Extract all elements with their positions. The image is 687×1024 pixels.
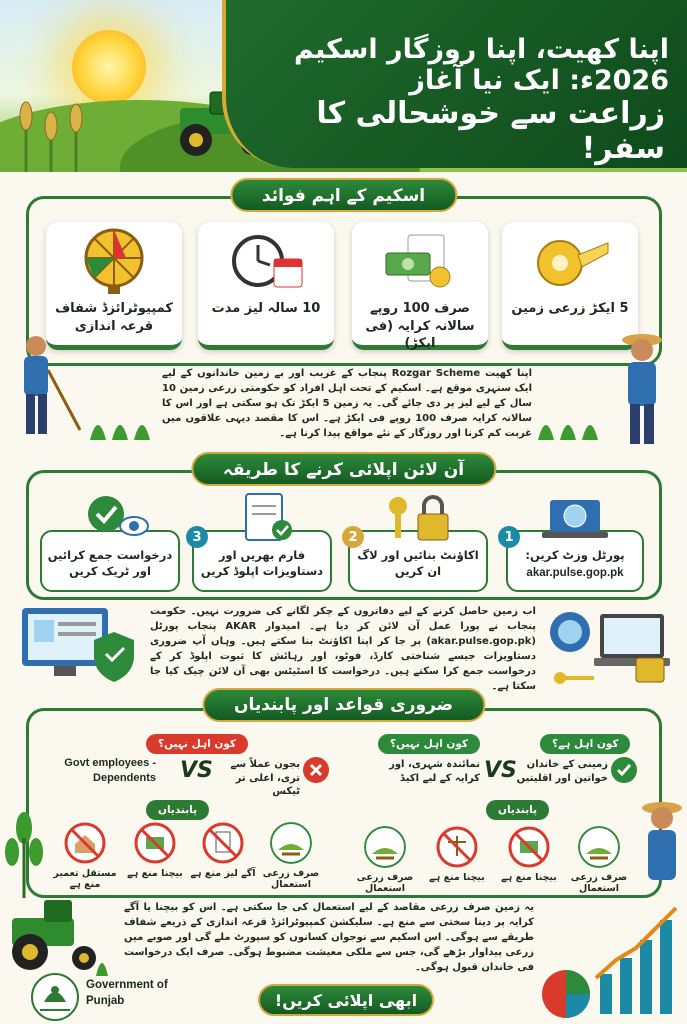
lottery-wheel-icon <box>74 226 154 296</box>
sun-icon <box>72 30 146 104</box>
form-check-icon <box>238 492 298 544</box>
benefit-card-rent <box>352 222 488 350</box>
step-label: درخواست جمع کرائیں اور ٹریک کریں <box>47 548 173 578</box>
wheat-icon <box>6 96 96 172</box>
eligible-text: زمینی کے خاندان خواتین اور اقلیتیں <box>516 759 608 784</box>
gov-line1: Government of <box>86 979 168 991</box>
farmer-standing-icon <box>532 330 687 450</box>
apply-description: اب زمین حاصل کرنے کے لیے دفاتروں کے چکر لگانے کی ضرورت نہیں۔ حکومت پنجاب نے پورا عمل آن لائن کر دیا ہے۔ امیدوار AKAR پنجاب پورٹل (akar.pulse.gop.pk) پر جا کر اپنا اکاؤنٹ بنا سکتے ہیں۔ وہاں آپ ضروری دستاویزات جیسے شناختی کارڈ، فوٹو، اور رہائش کا ثبوت اپلوڈ کر کے درخواست جمع کرا سکتے ہیں۔ درخواست کا اسٹیٹس بھی آن لائن چیک کیا جا سکتا ہے۔ <box>150 606 536 692</box>
hero-header <box>0 0 687 172</box>
rules-description: یہ زمین صرف زرعی مقاصد کے لیے استعمال کی جا سکتی ہے۔ اس کو بیچنا یا آگے کرایہ پر دینا سختی سے منع ہے۔ سلیکشن کمپیوٹرائزڈ قرعہ اندازی کے ذریعے شفاف طریقے سے ہوگی۔ اس اسکیم سے نوجوان کسانوں کو سپورٹ ملے گی اور صوبے میں زرعی پیداوار بڑھے گی، جس سے ملکی معیشت مضبوط ہوگی۔ صرف ایک درخواست فی خاندان قبول ہوگی۔ <box>124 902 534 973</box>
agriculture-only-icon <box>578 826 620 868</box>
restriction-label: صرف زرعی استعمال <box>262 868 320 890</box>
restriction-label: صرف زرعی استعمال <box>570 872 628 894</box>
vs-label: VS <box>484 758 517 783</box>
benefit-label: کمپیوٹرائزڈ شفاف قرعہ اندازی <box>55 301 173 334</box>
punjab-government-logo <box>30 972 80 1022</box>
title-panel <box>222 0 687 168</box>
eligible-pill: کون اہل ہے؟ <box>540 734 630 754</box>
govt-employees-text: Govt employees - Dependents <box>64 757 156 784</box>
restriction-label: مستقل تعمیر منع ہے <box>53 868 117 890</box>
agriculture-only-icon <box>270 822 312 864</box>
restriction-label: بیچنا منع ہے <box>501 872 557 883</box>
growth-chart-icon <box>540 894 687 1024</box>
not-eligible-pill: کون اہل نہیں؟ <box>378 734 480 754</box>
check-circle-icon <box>610 756 638 784</box>
plant-icon <box>0 808 48 898</box>
section-heading-benefits: اسکیم کے اہم فوائد <box>230 178 457 212</box>
step-number: 3 <box>186 526 208 548</box>
step-label: پورٹل وزٹ کریں: <box>525 548 625 562</box>
cross-circle-icon <box>302 756 330 784</box>
restriction-label: بیچنا منع ہے <box>127 868 183 879</box>
restriction-label: آگے لیز منع ہے <box>190 868 256 879</box>
laptop-globe-icon <box>540 496 610 546</box>
key-lock-icon <box>386 494 456 544</box>
no-sublease-icon <box>202 822 244 864</box>
farmer-smiling-icon <box>636 798 687 898</box>
benefit-label: 10 سالہ لیز مدت <box>211 301 321 316</box>
money-document-icon <box>380 231 460 291</box>
restrictions-pill-left: پابندیاں <box>146 800 209 820</box>
step-number: 1 <box>498 526 520 548</box>
ineligible-list: بجون عملاً سے تری، اعلی تر ٹیکس <box>230 759 300 797</box>
step-label: فارم بھریں اور دستاویزات اپلوڈ کریں <box>200 548 324 578</box>
step-label: اکاؤنٹ بنائیں اور لاگ ان کریں <box>357 548 479 578</box>
benefits-description: اپنا کھیت Rozgar Scheme پنجاب کے غریب اور بے زمین خاندانوں کے لیے ایک سنہری موقع ہے۔ اسکیم کے تحت اہل افراد کو حکومتی زرعی زمین 10 سال کے لیے لیز پر دی جائے گی۔ یہ زمین 5 ایکڑ تک ہو سکتی ہے اور اس کا سالانہ کرایہ صرف 100 روپے فی ایکڑ ہے۔ اس کا مقصد دیہی علاقوں میں غربت کم کرنا اور روزگار کے نئے مواقع پیدا کرنا ہے۔ <box>162 368 533 439</box>
clock-calendar-icon <box>226 231 306 291</box>
benefit-card-lease <box>198 222 334 350</box>
gov-line2: Punjab <box>86 994 125 1007</box>
step-number: 2 <box>342 526 364 548</box>
apply-now-button[interactable]: ابھی اپلائی کریں! <box>258 984 434 1016</box>
check-eye-icon <box>82 492 152 542</box>
no-construction-icon <box>64 822 106 864</box>
portal-url-link[interactable]: akar.pulse.gop.pk <box>526 567 624 579</box>
farmer-digging-icon <box>0 330 160 450</box>
no-trade-icon <box>436 826 478 868</box>
not-eligible-pill-left: کون اہل نہیں؟ <box>146 734 248 754</box>
benefit-label: 5 ایکڑ زرعی زمین <box>511 301 629 316</box>
no-selling-icon <box>508 826 550 868</box>
measuring-tape-icon <box>530 233 610 289</box>
section-heading-rules: ضروری قواعد اور پابندیاں <box>202 688 485 722</box>
agriculture-only-icon <box>364 826 406 868</box>
monitor-shield-icon <box>14 602 144 688</box>
government-label <box>86 978 168 1009</box>
laptop-security-icon <box>540 600 680 690</box>
tractor-icon <box>0 888 120 978</box>
restriction-label: صرف زرعی استعمال <box>356 872 414 894</box>
benefit-label: صرف 100 روپے سالانہ کرایہ (فی ایکڑ) <box>365 301 475 352</box>
not-eligible-text: نمائندہ شہری، اور کرایہ کے لیے اکیڈ <box>389 759 480 784</box>
no-selling-icon <box>134 822 176 864</box>
restrictions-pill-right: پابندیاں <box>486 800 549 820</box>
page-subtitle: زراعت سے خوشحالی کا سفر! <box>316 96 665 166</box>
restriction-label: بیچنا منع ہے <box>429 872 485 883</box>
page-title: اپنا کھیت، اپنا روزگار اسکیم 2026ء: ایک نیا آغاز <box>293 34 669 96</box>
section-heading-apply: آن لائن اپلائی کرنے کا طریقہ <box>191 452 496 486</box>
vs-label-left: VS <box>180 758 213 783</box>
